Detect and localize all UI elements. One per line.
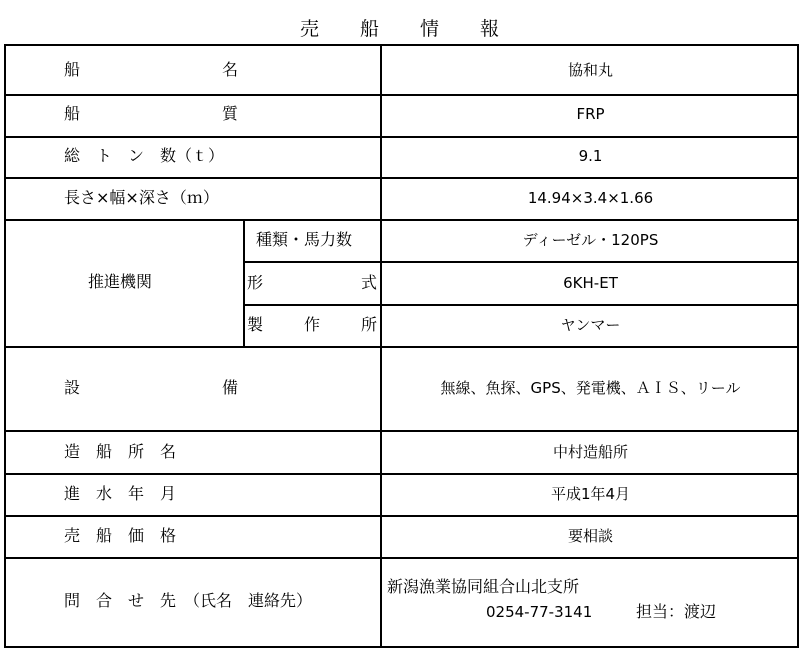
engine-maker-value: ヤンマー [560,316,621,334]
engine-maker-label: 製 作 所 [247,315,377,334]
material-label: 船 質 [64,104,238,123]
column-divider [380,44,382,648]
engine-subrow-divider [243,261,799,263]
equipment-label: 設 備 [64,378,238,397]
row-divider [4,430,799,432]
contact-phone: 0254-77-3141 [486,603,593,621]
row-divider [4,136,799,138]
price-value: 要相談 [567,527,613,545]
price-label: 売 船 価 格 [64,526,177,545]
contact-label: 問 合 せ 先 （氏名 連絡先） [64,591,313,610]
engine-column-divider [243,219,245,347]
engine-model-value: 6KH-ET [563,274,618,292]
equipment-value: 無線、魚探、GPS、発電機、ＡＩＳ、リール [440,379,741,397]
row-divider [4,557,799,559]
launch-date-value: 平成1年4月 [550,485,631,503]
engine-model-label: 形 式 [247,273,377,292]
row-divider [4,346,799,348]
row-divider [4,177,799,179]
row-divider [4,515,799,517]
row-divider [4,94,799,96]
material-value: FRP [576,105,605,123]
engine-type-power-value: ディーゼル・120PS [522,231,659,249]
shipyard-label: 造 船 所 名 [64,442,177,461]
dimensions-label: 長さ×幅×深さ（ｍ） [64,188,219,207]
row-divider [4,473,799,475]
ship-name-label: 船 名 [64,60,238,79]
engine-label: 推進機関 [88,272,153,291]
engine-subrow-divider [243,304,799,306]
row-divider [4,219,799,221]
launch-date-label: 進 水 年 月 [64,484,177,503]
contact-organization: 新潟漁業協同組合山北支所 [387,577,580,596]
dimensions-value: 14.94×3.4×1.66 [527,189,654,207]
tonnage-label: 総 ト ン 数（ｔ） [64,146,225,165]
shipyard-value: 中村造船所 [552,443,628,461]
tonnage-value: 9.1 [578,147,603,165]
page-title: 売 船 情 報 [299,18,500,40]
ship-name-value: 協和丸 [567,61,613,79]
engine-type-power-label: 種類・馬力数 [256,230,353,249]
contact-person: 担当：渡辺 [636,602,717,621]
